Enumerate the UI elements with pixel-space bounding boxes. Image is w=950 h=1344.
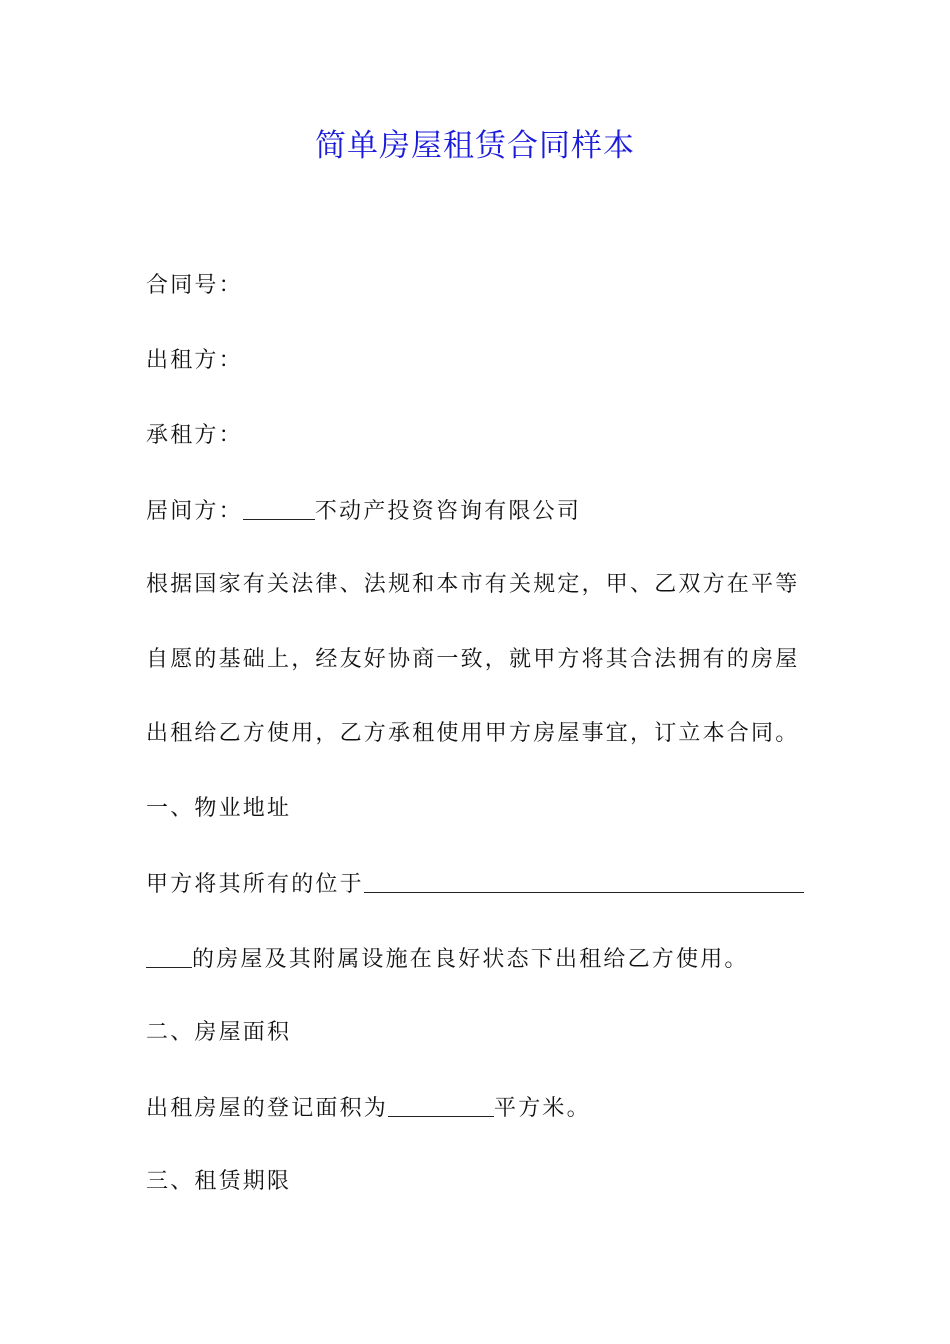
section1-line-2 [146,945,749,973]
address-blank [364,870,804,893]
area-blank [388,1094,494,1117]
broker-line [146,497,581,525]
broker-name: 不动产投资咨询有限公司 [314,499,582,524]
section1-heading: 一、物业地址 [146,796,292,821]
lessor-label: 出租方： [146,348,243,373]
lessee-label: 承租方： [146,423,243,448]
broker-blank [243,497,315,520]
broker-label: 居间方： [146,499,243,524]
section1-line-1 [146,870,804,898]
address-label: 甲方将其所有的位于 [146,872,364,897]
document-title: 简单房屋租赁合同样本 [315,128,635,164]
area-unit: 平方米。 [494,1096,591,1121]
section2-line-1 [146,1094,591,1122]
address-blank-continued [146,945,192,968]
area-label: 出租房屋的登记面积为 [146,1096,389,1121]
section3-heading: 三、租赁期限 [146,1169,292,1194]
contract-number-label: 合同号： [146,273,243,298]
section2-heading: 二、房屋面积 [146,1020,292,1045]
preamble-line-1: 根据国家有关法律、法规和本市有关规定，甲、乙双方在平等 [146,572,800,597]
address-description: 的房屋及其附属设施在良好状态下出租给乙方使用。 [192,947,749,972]
preamble-line-3: 出租给乙方使用，乙方承租使用甲方房屋事宜，订立本合同。 [146,721,800,746]
preamble-line-2: 自愿的基础上，经友好协商一致，就甲方将其合法拥有的房屋 [146,647,800,672]
